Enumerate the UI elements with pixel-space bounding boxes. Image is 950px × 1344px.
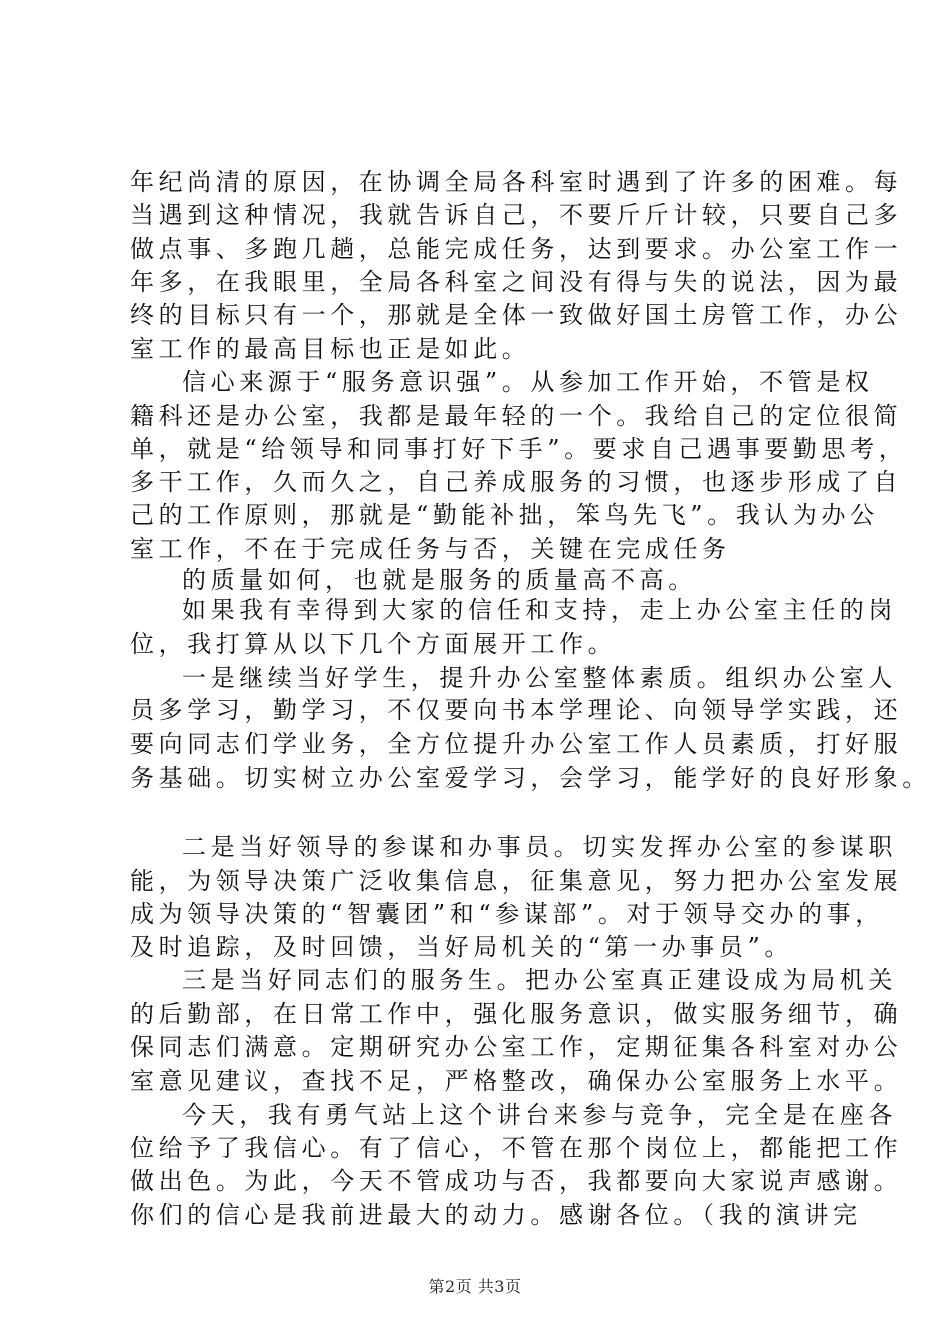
text-line: 一是继续当好学生，提升办公室整体素质。组织办公室人 (182, 664, 897, 692)
text-line: 的后勤部，在日常工作中，强化服务意识，做实服务细节，确 (130, 1000, 903, 1028)
text-line: 己的工作原则，那就是“勤能补拙，笨鸟先飞”。我认为办公 (130, 501, 879, 529)
text-line: 员多学习，勤学习，不仅要向书本学理论、向领导学实践，还 (130, 696, 903, 724)
text-line: 年纪尚清的原因，在协调全局各科室时遇到了许多的困难。每 (130, 168, 903, 196)
text-line: 的质量如何，也就是服务的质量高不高。 (182, 566, 697, 594)
text-line: 室工作的最高目标也正是如此。 (130, 335, 531, 363)
text-line: 三是当好同志们的服务生。把办公室真正建设成为局机关 (182, 966, 897, 994)
text-line: 终的目标只有一个，那就是全体一致做好国土房管工作，办公 (130, 301, 903, 329)
text-line: 要向同志们学业务，全方位提升办公室工作人员素质，打好服 (130, 730, 903, 758)
text-line: 室工作，不在于完成任务与否，关键在完成任务 (130, 535, 731, 563)
text-line: 你们的信心是我前进最大的动力。感谢各位。（我的演讲完 (130, 1201, 862, 1229)
text-line: 做出色。为此，今天不管成功与否，我都要向大家说声感谢。 (130, 1167, 903, 1195)
text-line: 信心来源于“服务意识强”。从参加工作开始，不管是权 (182, 368, 874, 396)
text-line: 多干工作，久而久之，自己养成服务的习惯，也逐步形成了自 (130, 468, 903, 496)
text-line: 保同志们满意。定期研究办公室工作，定期征集各科室对办公 (130, 1033, 903, 1061)
text-line: 如果我有幸得到大家的信任和支持，走上办公室主任的岗 (182, 596, 897, 624)
text-line: 今天，我有勇气站上这个讲台来参与竞争，完全是在座各 (182, 1101, 897, 1129)
text-line: 当遇到这种情况，我就告诉自己，不要斤斤计较，只要自己多 (130, 201, 903, 229)
text-line: 年多，在我眼里，全局各科室之间没有得与失的说法，因为最 (130, 268, 903, 296)
page-number-footer: 第2页 共3页 (428, 1277, 522, 1296)
text-line: 籍科还是办公室，我都是最年轻的一个。我给自己的定位很简 (130, 402, 903, 430)
text-line: 室意见建议，查找不足，严格整改，确保办公室服务上水平。 (130, 1067, 903, 1095)
text-line: 及时追踪，及时回馈，当好局机关的“第一办事员”。 (130, 933, 793, 961)
text-line: 位，我打算从以下几个方面展开工作。 (130, 630, 617, 658)
text-line: 能，为领导决策广泛收集信息，征集意见，努力把办公室发展 (130, 867, 903, 895)
text-line: 二是当好领导的参谋和办事员。切实发挥办公室的参谋职 (182, 833, 897, 861)
text-line: 单，就是“给领导和同事打好下手”。要求自己遇事要勤思考， (130, 435, 908, 463)
text-line: 位给予了我信心。有了信心，不管在那个岗位上，都能把工作 (130, 1134, 903, 1162)
text-line: 成为领导决策的“智囊团”和“参谋部”。对于领导交办的事， (130, 900, 884, 928)
text-line: 务基础。切实树立办公室爱学习，会学习，能学好的良好形象。 (130, 764, 931, 792)
text-line: 做点事、多跑几趟，总能完成任务，达到要求。办公室工作一 (130, 235, 903, 263)
